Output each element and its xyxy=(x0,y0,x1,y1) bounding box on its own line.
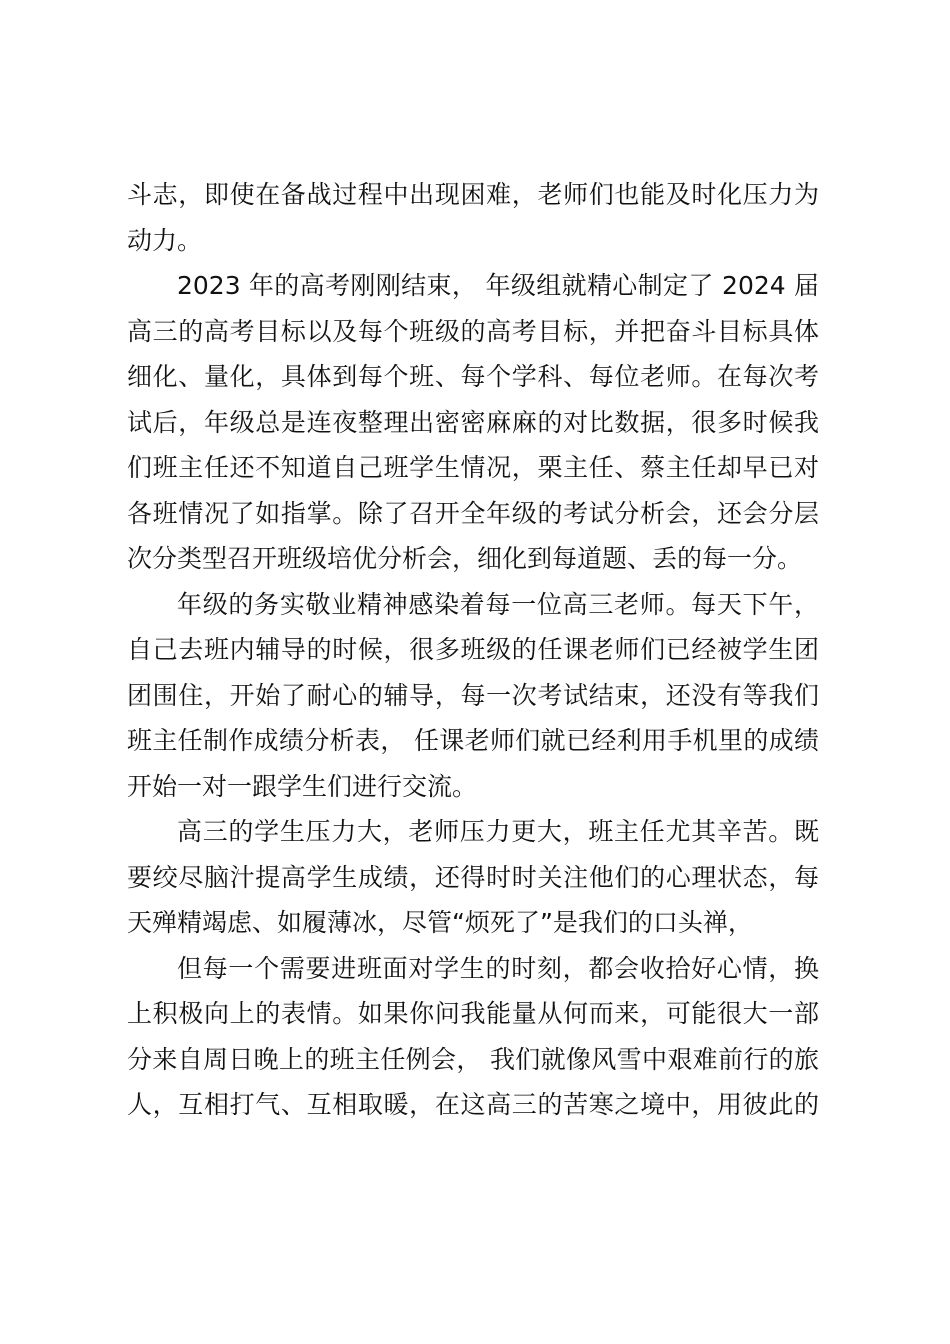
text-line: 但每一个需要进班面对学生的时刻，都会收拾好心情，换 xyxy=(177,953,819,983)
text-line: 2023 年的高考刚刚结束， 年级组就精心制定了 2024 届 xyxy=(177,271,819,300)
text-line: 动力。 xyxy=(127,225,203,255)
text-line: 上积极向上的表情。如果你问我能量从何而来，可能很大一部 xyxy=(127,999,819,1028)
text-line: 自己去班内辅导的时候，很多班级的任课老师们已经被学生团 xyxy=(127,635,819,664)
paragraph xyxy=(127,946,819,1128)
text-line: 团围住，开始了耐心的辅导，每一次考试结束，还没有等我们 xyxy=(127,680,819,710)
text-line: 次分类型召开班级培优分析会，细化到每道题、丢的每一分。 xyxy=(127,544,803,573)
paragraph xyxy=(127,263,819,582)
paragraph xyxy=(127,809,819,946)
text-line: 年级的务实敬业精神感染着每一位高三老师。每天下午， xyxy=(177,589,819,619)
text-line: 高三的高考目标以及每个班级的高考目标，并把奋斗目标具体 xyxy=(127,316,819,346)
text-line: 试后，年级总是连夜整理出密密麻麻的对比数据，很多时候我 xyxy=(127,407,819,437)
text-line: 天殚精竭虑、如履薄冰，尽管“烦死了”是我们的口头禅， xyxy=(127,908,753,937)
text-line: 分来自周日晚上的班主任例会， 我们就像风雪中艰难前行的旅 xyxy=(127,1044,819,1074)
body-text xyxy=(127,172,819,1128)
text-line: 高三的学生压力大，老师压力更大，班主任尤其辛苦。既 xyxy=(177,817,819,846)
text-line: 开始一对一跟学生们进行交流。 xyxy=(127,771,478,801)
text-line: 细化、量化，具体到每个班、每个学科、每位老师。在每次考 xyxy=(127,362,819,391)
text-line: 要绞尽脑汁提高学生成绩，还得时时关注他们的心理状态，每 xyxy=(127,862,819,892)
text-line: 们班主任还不知道自己班学生情况，栗主任、蔡主任却早已对 xyxy=(127,453,819,482)
text-line: 斗志，即使在备战过程中出现困难，老师们也能及时化压力为 xyxy=(127,180,819,209)
text-line: 班主任制作成绩分析表， 任课老师们就已经利用手机里的成绩 xyxy=(127,726,819,755)
text-line: 人，互相打气、互相取暖，在这高三的苦寒之境中，用彼此的 xyxy=(127,1090,819,1119)
paragraph xyxy=(127,172,819,263)
text-line: 各班情况了如指掌。除了召开全年级的考试分析会，还会分层 xyxy=(127,498,819,528)
paragraph xyxy=(127,582,819,810)
